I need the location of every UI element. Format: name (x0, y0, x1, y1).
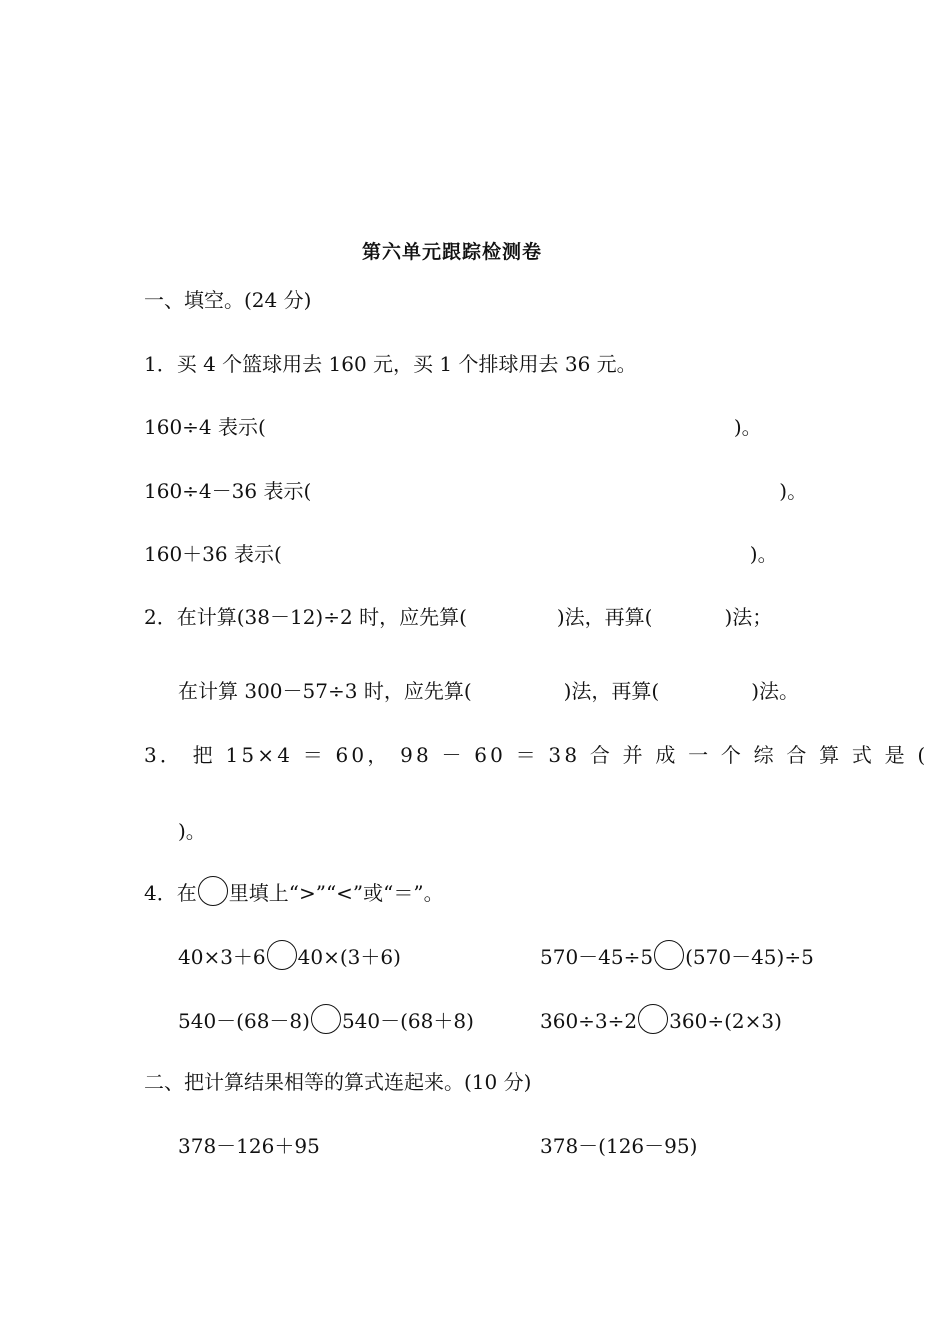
compare-circle-input[interactable] (638, 1004, 668, 1034)
q4-stem (144, 876, 444, 907)
q3-line1: 3． 把 15×4 ＝ 60， 98 － 60 ＝ 38 合 并 成 一 个 综 合 算 式 是 ( (144, 743, 929, 767)
q4-item-right: 540－(68＋8) (341, 1009, 474, 1033)
compare-circle-icon (198, 876, 228, 906)
q2-line2-part-c: )法。 (751, 679, 800, 703)
compare-circle-input[interactable] (267, 940, 297, 970)
q1-c (144, 540, 778, 568)
q2-line2 (178, 677, 799, 705)
q2-line1-part-a: 2．在计算(38－12)÷2 时，应先算( (144, 605, 467, 629)
q2-line1-part-c: )法； (724, 605, 773, 629)
q2-line1 (144, 603, 772, 631)
q1-a (144, 413, 762, 441)
q4-item-2 (540, 940, 814, 971)
q1-b-prefix: 160÷4－36 表示( (144, 479, 312, 503)
q1-b (144, 477, 807, 505)
q4-item-left: 570－45÷5 (540, 945, 654, 969)
q4-stem-prefix: 4．在 (144, 881, 197, 905)
compare-circle-input[interactable] (654, 940, 684, 970)
match-right-expression[interactable]: 378－(126－95) (540, 1134, 698, 1158)
q4-item-right: (570－45)÷5 (685, 945, 814, 969)
q4-stem-suffix: 里填上“>”“<”或“＝”。 (228, 881, 444, 905)
section-1-heading: 一、填空。(24 分) (144, 288, 312, 312)
q1-c-prefix: 160＋36 表示( (144, 542, 282, 566)
q3-line2: )。 (178, 819, 206, 843)
q4-item-3 (178, 1004, 474, 1035)
exam-title: 第六单元跟踪检测卷 (362, 241, 543, 263)
compare-circle-input[interactable] (311, 1004, 341, 1034)
q1-a-prefix: 160÷4 表示( (144, 415, 266, 439)
q4-item-left: 40×3＋6 (178, 945, 266, 969)
q2-line1-part-b: )法，再算( (556, 605, 653, 629)
q4-item-4 (540, 1004, 782, 1035)
q4-item-1 (178, 940, 401, 971)
match-left-expression[interactable]: 378－126＋95 (178, 1134, 320, 1158)
q1-a-suffix: )。 (733, 415, 762, 439)
q2-line2-part-b: )法，再算( (563, 679, 660, 703)
q4-item-right: 360÷(2×3) (669, 1009, 782, 1033)
q2-line2-part-a: 在计算 300－57÷3 时，应先算( (178, 679, 472, 703)
q1-c-suffix: )。 (749, 542, 778, 566)
section-2-heading: 二、把计算结果相等的算式连起来。(10 分) (144, 1070, 532, 1094)
q4-item-left: 540－(68－8) (178, 1009, 310, 1033)
q4-item-left: 360÷3÷2 (540, 1009, 638, 1033)
q1-stem: 1．买 4 个篮球用去 160 元，买 1 个排球用去 36 元。 (144, 352, 637, 376)
q4-item-right: 40×(3＋6) (297, 945, 401, 969)
q1-b-suffix: )。 (779, 479, 808, 503)
